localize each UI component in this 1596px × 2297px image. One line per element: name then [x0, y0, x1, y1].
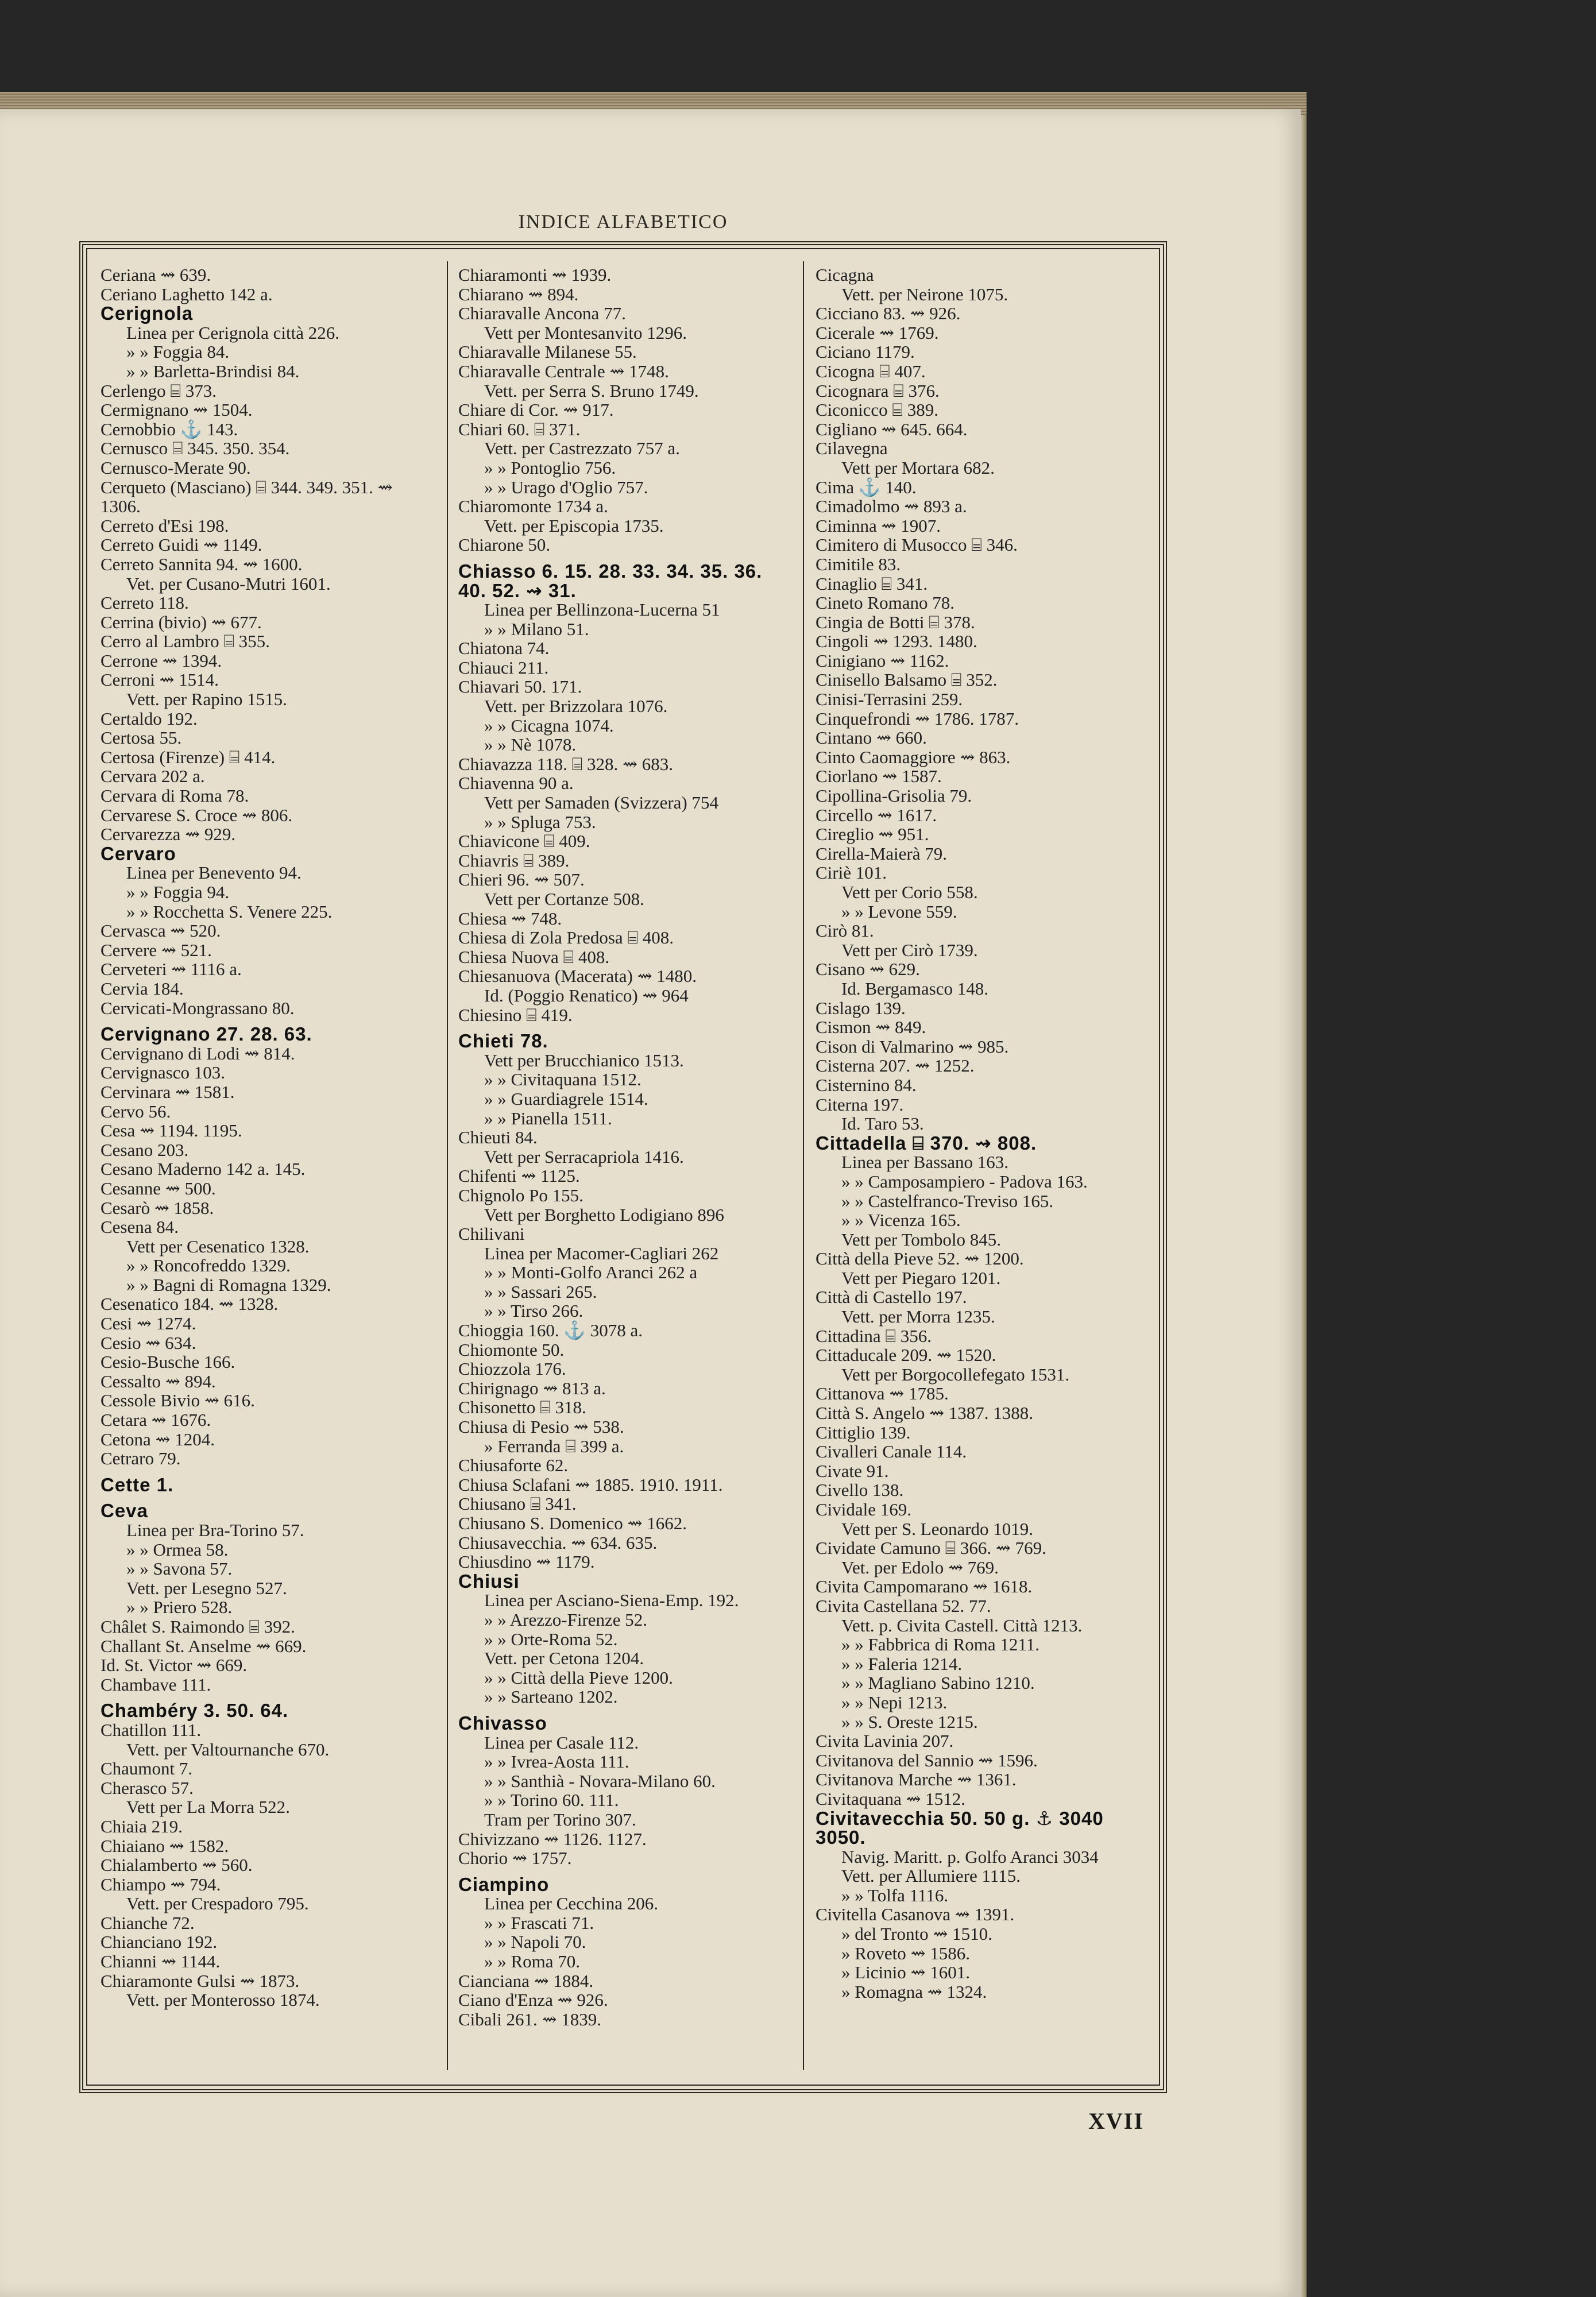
index-entry: Civitaquana ⇝ 1512.	[816, 1788, 966, 1809]
index-entry: Cismon ⇝ 849.	[816, 1017, 926, 1038]
index-subentry: » » Guardiagrele 1514.	[484, 1088, 648, 1109]
index-subentry: » Ferranda ⌸ 399 a.	[484, 1436, 624, 1456]
index-subentry: » » Fabbrica di Roma 1211.	[841, 1634, 1039, 1655]
index-subentry: » Romagna ⇝ 1324.	[841, 1981, 987, 2002]
index-subentry: Linea per Asciano-Siena-Emp. 192.	[484, 1590, 739, 1611]
index-subentry: Vett. per Episcopia 1735.	[484, 515, 664, 536]
index-entry: Cerroni ⇝ 1514.	[101, 670, 219, 690]
index-headword: Ciampino	[458, 1873, 550, 1895]
index-entry: Ceriana ⇝ 639.	[101, 265, 211, 285]
index-subentry: » » Bagni di Romagna 1329.	[126, 1274, 331, 1295]
index-entry: Cesano 203.	[101, 1139, 189, 1160]
index-entry: Chiarano ⇝ 894.	[458, 284, 579, 304]
index-entry: Civalleri Canale 114.	[816, 1441, 967, 1462]
index-entry: Cerreto 118.	[101, 593, 189, 613]
index-headword: Chieti 78.	[458, 1030, 548, 1052]
index-subentry: » » Spluga 753.	[484, 811, 596, 832]
index-entry: Cervarezza ⇝ 929.	[101, 824, 236, 845]
index-entry: Challant St. Anselme ⇝ 669.	[101, 1635, 307, 1656]
index-headword: Ceva	[101, 1500, 148, 1522]
index-subentry: Linea per Cecchina 206.	[484, 1893, 658, 1914]
index-headword: Cittadella ⌸ 370. ⇝ 808.	[816, 1132, 1037, 1154]
index-entry: Id. St. Victor ⇝ 669.	[101, 1655, 248, 1676]
index-entry: Civello 138.	[816, 1480, 904, 1501]
index-entry: Cervere ⇝ 521.	[101, 939, 212, 960]
index-subentry: » » Civitaquana 1512.	[484, 1069, 642, 1090]
index-entry: Chiauci 211.	[458, 657, 549, 678]
index-entry: Cerreto Guidi ⇝ 1149.	[101, 535, 262, 555]
index-entry: Chiari 60. ⌸ 371.	[458, 419, 581, 439]
index-entry: Chieri 96. ⇝ 507.	[458, 869, 585, 890]
page-number: XVII	[1088, 2108, 1144, 2134]
index-entry: Cittadina ⌸ 356.	[816, 1325, 932, 1346]
index-entry: Chialamberto ⇝ 560.	[101, 1855, 253, 1876]
index-subentry: » » Cicagna 1074.	[484, 715, 614, 736]
index-entry: Chatillon 111.	[101, 1719, 202, 1740]
index-entry: Civitella Casanova ⇝ 1391.	[816, 1904, 1015, 1925]
index-entry: Certaldo 192.	[101, 708, 198, 729]
page-header: INDICE ALFABETICO	[518, 211, 728, 233]
index-entry: Cerro al Lambro ⌸ 355.	[101, 631, 270, 652]
index-subentry: Vett. per Valtournanche 670.	[126, 1739, 330, 1760]
index-entry: Chiusdino ⇝ 1179.	[458, 1552, 595, 1572]
index-subentry: » » Pianella 1511.	[484, 1108, 612, 1128]
index-entry: Cigliano ⇝ 645. 664.	[816, 419, 968, 439]
index-entry: Cerrina (bivio) ⇝ 677.	[101, 612, 262, 632]
index-entry: Cervarese S. Croce ⇝ 806.	[101, 805, 293, 825]
index-entry: Chiusa Sclafani ⇝ 1885. 1910. 1911.	[458, 1474, 723, 1495]
index-entry: Citerna 197.	[816, 1094, 904, 1115]
index-subentry: » » Foggia 94.	[126, 882, 230, 902]
index-subentry: » » Foggia 84.	[126, 342, 230, 362]
page-right-edge	[1301, 115, 1307, 2297]
index-headword: Chivasso	[458, 1712, 547, 1734]
index-entry: Cesa ⇝ 1194. 1195.	[101, 1120, 242, 1141]
index-entry: Cimadolmo ⇝ 893 a.	[816, 496, 967, 517]
index-subentry: Vett per La Morra 522.	[126, 1797, 290, 1818]
index-entry: Chiavazza 118. ⌸ 328. ⇝ 683.	[458, 753, 674, 774]
index-entry: Cernusco-Merate 90.	[101, 457, 251, 478]
index-subentry: » » Napoli 70.	[484, 1932, 586, 1952]
index-entry: Chiaramonte Gulsi ⇝ 1873.	[101, 1970, 300, 1991]
index-entry: Ceriano Laghetto 142 a.	[101, 284, 273, 304]
index-subentry: Vett per Cortanze 508.	[484, 889, 644, 909]
index-subentry: Vett. per Allumiere 1115.	[841, 1866, 1021, 1886]
index-subentry: Vett per Samaden (Svizzera) 754	[484, 792, 719, 813]
index-subentry: Linea per Bellinzona-Lucerna 51	[484, 600, 720, 620]
index-subentry: » Licinio ⇝ 1601.	[841, 1962, 971, 1983]
index-entry: Cintano ⇝ 660.	[816, 728, 927, 748]
index-subentry: » » Urago d'Oglio 757.	[484, 477, 648, 497]
index-subentry: » » Tirso 266.	[484, 1301, 583, 1321]
index-entry: Cervinara ⇝ 1581.	[101, 1081, 235, 1102]
index-subentry: Tram per Torino 307.	[484, 1809, 636, 1830]
index-subentry: » Roveto ⇝ 1586.	[841, 1943, 971, 1963]
index-entry: Circello ⇝ 1617.	[816, 805, 937, 825]
index-entry: Civita Lavinia 207.	[816, 1731, 954, 1751]
index-entry: Cinigiano ⇝ 1162.	[816, 650, 949, 671]
index-entry: Cicognara ⌸ 376.	[816, 380, 940, 401]
index-entry: Cerreto Sannita 94. ⇝ 1600.	[101, 554, 303, 574]
index-entry: Cerqueto (Masciano) ⌸ 344. 349. 351. ⇝ 1306.	[101, 477, 393, 517]
index-subentry: » » Torino 60. 111.	[484, 1790, 619, 1811]
index-entry: Cianciana ⇝ 1884.	[458, 1970, 594, 1991]
column-divider	[447, 261, 448, 2070]
index-entry: Chieuti 84.	[458, 1127, 538, 1148]
index-subentry: » » Barletta-Brindisi 84.	[126, 361, 300, 381]
index-subentry: Linea per Bassano 163.	[841, 1152, 1008, 1173]
index-entry: Cinisi-Terrasini 259.	[816, 689, 963, 710]
index-subentry: Linea per Benevento 94.	[126, 863, 302, 883]
index-entry: Cipollina-Grisolia 79.	[816, 786, 972, 806]
index-entry: Cerreto d'Esi 198.	[101, 515, 229, 536]
index-entry: Chianciano 192.	[101, 1932, 218, 1952]
index-entry: Chiavicone ⌸ 409.	[458, 831, 590, 852]
index-column-1	[101, 265, 445, 2010]
index-entry: Cernobbio ⚓ 143.	[101, 419, 238, 439]
index-entry: Cislago 139.	[816, 997, 906, 1018]
index-entry: Certosa (Firenze) ⌸ 414.	[101, 747, 276, 767]
index-entry: Cervignasco 103.	[101, 1062, 225, 1083]
index-entry: Cittiglio 139.	[816, 1422, 911, 1443]
index-headword: Civitavecchia 50. 50 g. ⚓ 3040 3050.	[816, 1807, 1104, 1849]
index-entry: Chiaravalle Centrale ⇝ 1748.	[458, 361, 669, 381]
index-subentry: Vett per Serracapriola 1416.	[484, 1146, 684, 1167]
index-entry: Chiavenna 90 a.	[458, 773, 574, 794]
index-entry: Cimitero di Musocco ⌸ 346.	[816, 535, 1018, 555]
index-headword: Cette 1.	[101, 1474, 174, 1495]
index-entry: Città della Pieve 52. ⇝ 1200.	[816, 1248, 1024, 1269]
index-entry: Cherasco 57.	[101, 1777, 194, 1798]
index-subentry: Vett per Borghetto Lodigiano 896	[484, 1204, 724, 1225]
index-entry: Cinto Caomaggiore ⇝ 863.	[816, 747, 1011, 767]
index-subentry: » » Camposampiero - Padova 163.	[841, 1171, 1088, 1192]
index-subentry: Vett. per Brizzolara 1076.	[484, 696, 668, 717]
index-entry: Chiomonte 50.	[458, 1339, 565, 1360]
index-entry: Cetona ⇝ 1204.	[101, 1429, 215, 1449]
index-entry: Cison di Valmarino ⇝ 985.	[816, 1036, 1009, 1057]
index-entry: Chiusano ⌸ 341.	[458, 1494, 577, 1514]
index-subentry: Vett per Montesanvito 1296.	[484, 322, 687, 343]
index-subentry: » » Frascati 71.	[484, 1912, 594, 1933]
index-entry: Chiaromonte 1734 a.	[458, 496, 608, 517]
index-subentry: » » Santhià - Novara-Milano 60.	[484, 1770, 716, 1791]
index-subentry: Linea per Macomer-Cagliari 262	[484, 1243, 719, 1263]
index-entry: Ciminna ⇝ 1907.	[816, 515, 941, 536]
index-entry: Cima ⚓ 140.	[816, 477, 917, 497]
index-subentry: » » Magliano Sabino 1210.	[841, 1673, 1035, 1693]
index-entry: Cisano ⇝ 629.	[816, 959, 920, 980]
index-subentry: Navig. Maritt. p. Golfo Aranci 3034	[841, 1846, 1099, 1867]
index-entry: Chiavari 50. 171.	[458, 676, 582, 697]
index-entry: Cervo 56.	[101, 1101, 171, 1122]
index-entry: Cinquefrondi ⇝ 1786. 1787.	[816, 708, 1019, 729]
index-headword: Cervaro	[101, 842, 176, 864]
index-entry: Chiare di Cor. ⇝ 917.	[458, 400, 614, 420]
index-entry: Chiampo ⇝ 794.	[101, 1874, 221, 1894]
index-entry: Civita Campomarano ⇝ 1618.	[816, 1576, 1033, 1597]
index-entry: Cirella-Maierà 79.	[816, 843, 947, 864]
index-subentry: » » Sassari 265.	[484, 1281, 597, 1302]
index-entry: Chiusa di Pesio ⇝ 538.	[458, 1417, 624, 1437]
index-entry: Chiusaforte 62.	[458, 1455, 569, 1476]
index-subentry: Vett. per Castrezzato 757 a.	[484, 438, 680, 459]
index-entry: Cessole Bivio ⇝ 616.	[101, 1390, 255, 1411]
index-entry: Cirò 81.	[816, 921, 874, 941]
index-entry: Chianni ⇝ 1144.	[101, 1951, 221, 1972]
index-subentry: Vett per Cesenatico 1328.	[126, 1236, 310, 1256]
index-entry: Cervignano di Lodi ⇝ 814.	[101, 1043, 295, 1064]
index-subentry: Id. Bergamasco 148.	[841, 978, 988, 999]
index-entry: Chirignago ⇝ 813 a.	[458, 1378, 606, 1398]
index-subentry: » » Roma 70.	[484, 1951, 581, 1972]
index-entry: Cicerale ⇝ 1769.	[816, 322, 939, 343]
index-entry: Cesanne ⇝ 500.	[101, 1178, 216, 1198]
index-entry: Cetara ⇝ 1676.	[101, 1410, 211, 1430]
index-entry: Cisterna 207. ⇝ 1252.	[816, 1055, 975, 1076]
index-subentry: » » Monti-Golfo Aranci 262 a	[484, 1262, 698, 1283]
index-entry: Cerveteri ⇝ 1116 a.	[101, 959, 242, 980]
index-headword: Cerignola	[101, 303, 194, 324]
index-subentry: Vet. per Cusano-Mutri 1601.	[126, 573, 331, 594]
index-entry: Cesena 84.	[101, 1217, 179, 1238]
index-subentry: Linea per Bra-Torino 57.	[126, 1520, 304, 1540]
index-entry: Chignolo Po 155.	[458, 1185, 583, 1205]
index-entry: Chiaia 219.	[101, 1816, 183, 1836]
index-subentry: » » Milano 51.	[484, 618, 589, 639]
index-entry: Chiaravalle Milanese 55.	[458, 342, 637, 362]
index-column-3	[816, 265, 1160, 2001]
index-entry: Cinaglio ⌸ 341.	[816, 573, 928, 594]
index-entry: Cessalto ⇝ 894.	[101, 1371, 216, 1391]
index-subentry: Vett per Piegaro 1201.	[841, 1267, 1001, 1288]
index-entry: Cerlengo ⌸ 373.	[101, 380, 217, 401]
index-subentry: » » Sarteano 1202.	[484, 1687, 618, 1707]
index-entry: Chifenti ⇝ 1125.	[458, 1166, 580, 1186]
index-entry: Chiusano S. Domenico ⇝ 1662.	[458, 1513, 687, 1533]
index-entry: Chambave 111.	[101, 1674, 211, 1695]
index-subentry: Vett per Brucchianico 1513.	[484, 1050, 684, 1070]
index-subentry: Vett. per Rapino 1515.	[126, 689, 287, 710]
index-subentry: Vett. per Cetona 1204.	[484, 1648, 644, 1669]
index-subentry: » del Tronto ⇝ 1510.	[841, 1924, 992, 1944]
index-entry: Civitanova del Sannio ⇝ 1596.	[816, 1750, 1038, 1770]
index-entry: Cinisello Balsamo ⌸ 352.	[816, 670, 998, 690]
index-entry: Chiesa Nuova ⌸ 408.	[458, 946, 610, 967]
index-entry: Cicogna ⌸ 407.	[816, 361, 926, 381]
index-entry: Cicciano 83. ⇝ 926.	[816, 303, 961, 324]
index-subentry: Vett per Borgocollefegato 1531.	[841, 1364, 1070, 1385]
index-entry: Cibali 261. ⇝ 1839.	[458, 2009, 601, 2029]
index-entry: Cernusco ⌸ 345. 350. 354.	[101, 438, 290, 459]
index-entry: Ciconicco ⌸ 389.	[816, 400, 939, 420]
index-entry: Ciciano 1179.	[816, 342, 915, 362]
index-subentry: Vett per Mortara 682.	[841, 457, 995, 478]
index-subentry: Vett. p. Civita Castell. Città 1213.	[841, 1615, 1083, 1635]
index-entry: Cingia de Botti ⌸ 378.	[816, 612, 975, 632]
index-entry: Ciano d'Enza ⇝ 926.	[458, 1990, 608, 2010]
index-entry: Chiavris ⌸ 389.	[458, 850, 570, 871]
index-subentry: » » Ormea 58.	[126, 1539, 229, 1560]
index-entry: Cervara 202 a.	[101, 766, 205, 787]
index-subentry: » » Savona 57.	[126, 1559, 233, 1579]
index-entry: Chiesino ⌸ 419.	[458, 1004, 573, 1025]
index-entry: Chiatona 74.	[458, 638, 550, 659]
index-entry: Civita Castellana 52. 77.	[816, 1595, 991, 1616]
column-divider	[803, 261, 804, 2070]
index-subentry: » » Città della Pieve 1200.	[484, 1667, 673, 1688]
index-entry: Ciorlano ⇝ 1587.	[816, 766, 942, 787]
index-entry: Chorio ⇝ 1757.	[458, 1848, 572, 1869]
index-subentry: » » Levone 559.	[841, 901, 957, 922]
index-subentry: » » Rocchetta S. Venere 225.	[126, 901, 333, 922]
index-entry: Chiozzola 176.	[458, 1359, 566, 1379]
index-entry: Cervara di Roma 78.	[101, 786, 249, 806]
index-column-2	[458, 265, 803, 2029]
index-entry: Cividale 169.	[816, 1499, 912, 1519]
index-entry: Cesano Maderno 142 a. 145.	[101, 1159, 306, 1180]
index-subentry: » » Roncofreddo 1329.	[126, 1255, 291, 1276]
index-subentry: Vett per Cirò 1739.	[841, 939, 978, 960]
index-entry: Città S. Angelo ⇝ 1387. 1388.	[816, 1403, 1034, 1424]
index-subentry: Vett per Corio 558.	[841, 882, 978, 902]
index-entry: Città di Castello 197.	[816, 1287, 967, 1308]
index-entry: Civate 91.	[816, 1460, 889, 1481]
index-entry: Chiesanuova (Macerata) ⇝ 1480.	[458, 966, 697, 987]
index-subentry: » » Nepi 1213.	[841, 1692, 948, 1712]
index-entry: Cervasca ⇝ 520.	[101, 921, 221, 941]
index-subentry: » » Orte-Roma 52.	[484, 1629, 618, 1649]
index-entry: Cineto Romano 78.	[816, 593, 954, 613]
index-subentry: » » Arezzo-Firenze 52.	[484, 1609, 648, 1630]
index-entry: Chioggia 160. ⚓ 3078 a.	[458, 1320, 643, 1341]
index-subentry: » » Castelfranco-Treviso 165.	[841, 1190, 1054, 1211]
index-entry: Civitanova Marche ⇝ 1361.	[816, 1769, 1017, 1790]
index-entry: Chiaiano ⇝ 1582.	[101, 1835, 229, 1856]
index-entry: Cervia 184.	[101, 978, 184, 999]
index-subentry: Vett. per Neirone 1075.	[841, 284, 1008, 304]
index-subentry: » » Pontoglio 756.	[484, 457, 616, 478]
index-subentry: » » Ivrea-Aosta 111.	[484, 1751, 629, 1772]
index-entry: Cittaducale 209. ⇝ 1520.	[816, 1345, 996, 1366]
index-subentry: » » Faleria 1214.	[841, 1653, 963, 1674]
index-entry: Cingoli ⇝ 1293. 1480.	[816, 631, 977, 652]
index-entry: Cisternino 84.	[816, 1074, 917, 1095]
index-headword: Cervignano 27. 28. 63.	[101, 1023, 312, 1045]
index-subentry: Id. Taro 53.	[841, 1113, 924, 1134]
index-entry: Chianche 72.	[101, 1912, 195, 1933]
index-entry: Chilivani	[458, 1224, 525, 1244]
index-subentry: » » Priero 528.	[126, 1597, 233, 1618]
index-entry: Chiesa di Zola Predosa ⌸ 408.	[458, 927, 674, 948]
index-entry: Cittanova ⇝ 1785.	[816, 1383, 949, 1404]
index-entry: Certosa 55.	[101, 728, 182, 748]
index-subentry: Id. (Poggio Renatico) ⇝ 964	[484, 985, 689, 1006]
index-subentry: Linea per Casale 112.	[484, 1732, 639, 1753]
index-subentry: Vet. per Edolo ⇝ 769.	[841, 1557, 999, 1577]
index-entry: Cetraro 79.	[101, 1448, 181, 1469]
index-entry: Chiarone 50.	[458, 535, 551, 555]
index-entry: Chaumont 7.	[101, 1758, 193, 1779]
index-subentry: Vett. per Lesegno 527.	[126, 1577, 287, 1598]
index-subentry: » » Nè 1078.	[484, 734, 577, 755]
index-subentry: Vett. per Serra S. Bruno 1749.	[484, 380, 699, 401]
index-subentry: Vett. per Crespadoro 795.	[126, 1893, 309, 1914]
index-entry: Cesi ⇝ 1274.	[101, 1313, 196, 1334]
index-headword: Chiusi	[458, 1570, 520, 1592]
index-subentry: Vett per Tombolo 845.	[841, 1229, 1001, 1250]
index-entry: Chiesa ⇝ 748.	[458, 908, 562, 929]
index-entry: Cilavegna	[816, 438, 888, 459]
index-entry: Cesenatico 184. ⇝ 1328.	[101, 1294, 279, 1314]
index-entry: Ciriè 101.	[816, 863, 887, 883]
index-entry: Chiaravalle Ancona 77.	[458, 303, 626, 324]
index-entry: Chisonetto ⌸ 318.	[458, 1397, 586, 1418]
index-subentry: Vett. per Morra 1235.	[841, 1306, 995, 1327]
index-entry: Cireglio ⇝ 951.	[816, 824, 929, 845]
index-subentry: Vett per S. Leonardo 1019.	[841, 1518, 1034, 1539]
index-entry: Cicagna	[816, 265, 874, 285]
index-entry: Cesio ⇝ 634.	[101, 1332, 196, 1353]
index-subentry: Linea per Cerignola città 226.	[126, 322, 340, 343]
index-entry: Chivizzano ⇝ 1126. 1127.	[458, 1828, 647, 1849]
index-entry: Cervicati-Mongrassano 80.	[101, 997, 295, 1018]
index-entry: Cesio-Busche 166.	[101, 1352, 235, 1372]
index-subentry: » » S. Oreste 1215.	[841, 1711, 978, 1732]
index-subentry: » » Tolfa 1116.	[841, 1885, 949, 1905]
index-entry: Cesarò ⇝ 1858.	[101, 1197, 214, 1218]
index-headword: Chiasso 6. 15. 28. 33. 34. 35. 36. 40. 52. ⇝ 31.	[458, 560, 763, 601]
index-entry: Cimitile 83.	[816, 554, 901, 574]
index-headword: Chambéry 3. 50. 64.	[101, 1700, 289, 1722]
index-subentry: Vett. per Monterosso 1874.	[126, 1990, 320, 2010]
index-entry: Chiaramonti ⇝ 1939.	[458, 265, 612, 285]
index-entry: Cerrone ⇝ 1394.	[101, 650, 222, 671]
index-subentry: » » Vicenza 165.	[841, 1210, 961, 1231]
index-entry: Cermignano ⇝ 1504.	[101, 400, 253, 420]
index-entry: Cividate Camuno ⌸ 366. ⇝ 769.	[816, 1538, 1046, 1559]
index-entry: Châlet S. Raimondo ⌸ 392.	[101, 1616, 295, 1637]
index-entry: Chiusavecchia. ⇝ 634. 635.	[458, 1532, 658, 1553]
